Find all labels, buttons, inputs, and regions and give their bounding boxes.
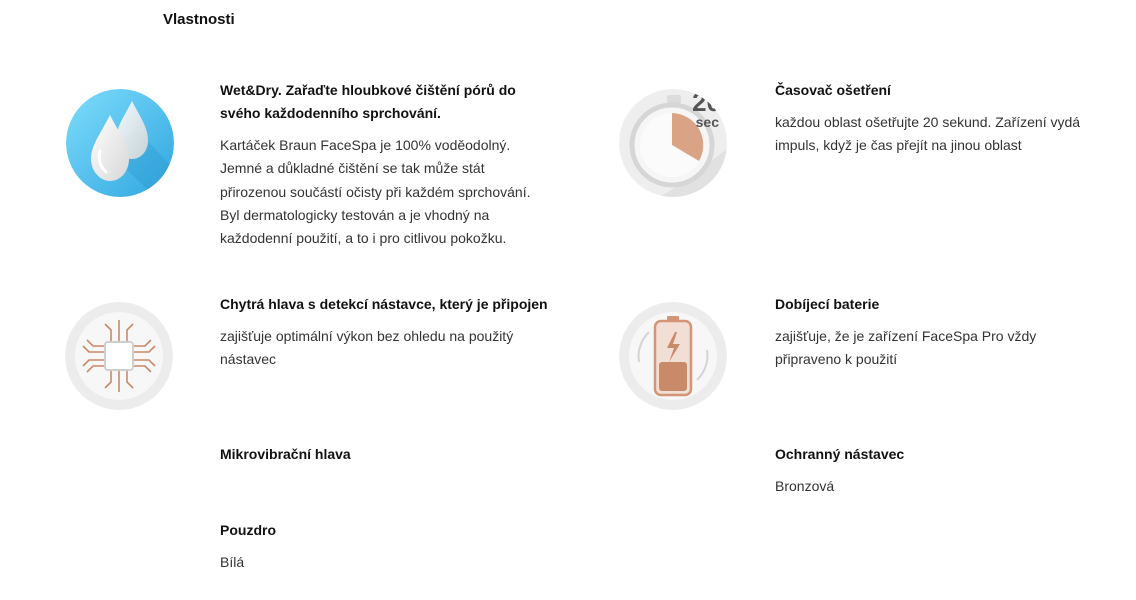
feature-case <box>220 519 550 574</box>
feature-description: Kartáček Braun FaceSpa je 100% voděodolný. Jemné a důkladné čištění se tak může stát přirozenou součástí očisty při každém sprchování. Byl dermatologicky testován a je vhodný na každodenní použití, a to i pro citlivou pokožku. <box>220 137 531 247</box>
section-title: Vlastnosti <box>163 11 235 28</box>
feature-battery <box>775 293 1095 372</box>
stopwatch-unit: sec <box>695 114 719 130</box>
feature-description: zajišťuje, že je zařízení FaceSpa Pro vždy připraveno k použití <box>775 328 1037 368</box>
feature-description: každou oblast ošetřujte 20 sekund. Zařízení vydá impuls, když je čas přejít na jinou oblast <box>775 114 1081 154</box>
feature-microvibration-head <box>220 443 550 475</box>
feature-title: Dobíjecí baterie <box>775 296 880 312</box>
stopwatch-icon <box>619 89 727 197</box>
feature-description: zajišťuje optimální výkon bez ohledu na použitý nástavec <box>220 328 514 368</box>
feature-title: Pouzdro <box>220 522 276 538</box>
feature-title: Časovač ošetření <box>775 82 891 98</box>
feature-title: Ochranný nástavec <box>775 446 905 462</box>
stopwatch-number: 20 <box>692 89 721 117</box>
chip-icon <box>65 302 173 410</box>
water-drops-icon <box>66 89 174 197</box>
feature-timer <box>775 79 1095 158</box>
feature-smart-head <box>220 293 550 372</box>
feature-title: Chytrá hlava s detekcí nástavce, který je připojen <box>220 296 548 312</box>
battery-charging-icon <box>619 302 727 410</box>
feature-title: Wet&Dry. Zařaďte hloubkové čištění pórů do svého každodenního sprchování. <box>220 82 516 121</box>
feature-wet-dry <box>220 79 550 250</box>
feature-protective-cap <box>775 443 1095 498</box>
feature-value: Bronzová <box>775 478 835 494</box>
feature-value: Bílá <box>220 554 245 570</box>
feature-title: Mikrovibrační hlava <box>220 446 351 462</box>
